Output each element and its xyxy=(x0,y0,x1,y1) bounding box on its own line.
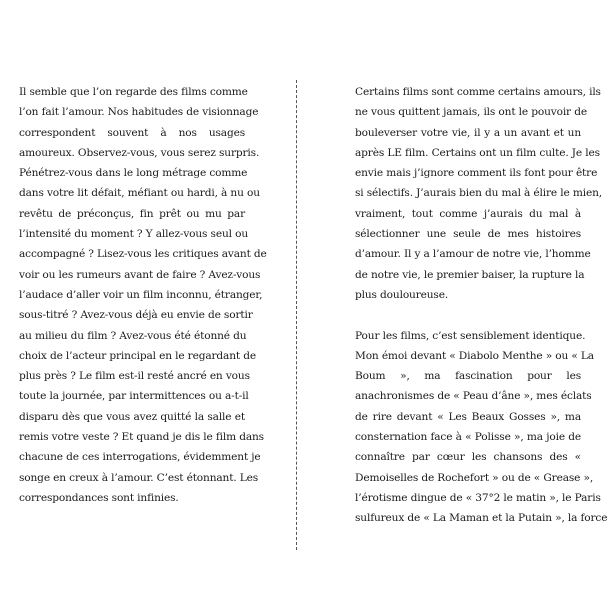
text-line: plus près ? Le film est-il resté ancré en vous xyxy=(19,370,250,383)
text-line: toute la journée, par intermittences ou a-t-il xyxy=(19,390,249,403)
text-line: au milieu du film ? Avez-vous été étonné du xyxy=(19,329,247,342)
paragraph xyxy=(355,326,607,529)
text-line: songe en creux à l’amour. C’est étonnant. Les xyxy=(19,471,259,484)
paragraph xyxy=(19,82,267,508)
text-line: consternation face à « Polisse », ma joie de xyxy=(355,431,581,444)
text-line: chacune de ces interrogations, évidemment je xyxy=(19,451,261,464)
text-line: anachronismes de « Peau d’âne », mes éclats xyxy=(355,390,592,403)
text-line: de rire devant « Les Beaux Gosses », ma xyxy=(355,410,581,423)
text-line: envie mais j’ignore comment ils font pour être xyxy=(355,167,598,180)
right-text-column xyxy=(355,82,607,529)
text-line: Mon émoi devant « Diabolo Menthe » ou « La xyxy=(355,349,594,362)
paragraph xyxy=(355,82,602,305)
text-line: revêtu de préconçus, fin prêt ou mu par xyxy=(19,207,245,220)
text-line: vraiment, tout comme j’aurais du mal à xyxy=(355,207,581,220)
text-line: sous-titré ? Avez-vous déjà eu envie de sortir xyxy=(19,309,253,322)
text-line: sulfureux de « La Maman et la Putain », la force xyxy=(355,512,607,525)
text-line: plus douloureuse. xyxy=(355,288,449,301)
text-line: Certains films sont comme certains amours, ils xyxy=(355,86,601,98)
text-line: ne vous quittent jamais, ils ont le pouvoir de xyxy=(355,106,587,119)
text-line: de notre vie, le premier baiser, la rupture la xyxy=(355,268,585,281)
text-line: voir ou les rumeurs avant de faire ? Avez-vous xyxy=(19,268,261,281)
text-line: amoureux. Observez-vous, vous serez surpris. xyxy=(19,146,260,159)
text-line: l’audace d’aller voir un film inconnu, étranger, xyxy=(19,288,263,301)
paragraph-gap xyxy=(355,305,581,325)
text-line: remis votre veste ? Et quand je dis le film dans xyxy=(19,431,264,444)
text-line: Pénétrez-vous dans le long métrage comme xyxy=(19,167,248,180)
text-line: sélectionner une seule de mes histoires xyxy=(355,228,581,241)
text-line: si sélectifs. J’aurais bien du mal à élire le mien, xyxy=(355,187,602,200)
text-line: l’érotisme dingue de « 37°2 le matin », le Paris xyxy=(355,491,601,504)
text-line: bouleverser votre vie, il y a un avant et un xyxy=(355,126,581,139)
text-line: choix de l’acteur principal en le regardant de xyxy=(19,349,256,362)
text-line: d’amour. Il y a l’amour de notre vie, l’homme xyxy=(355,248,591,261)
text-line: accompagné ? Lisez-vous les critiques avant de xyxy=(19,248,267,261)
text-line: l’intensité du moment ? Y allez-vous seul ou xyxy=(19,228,248,241)
text-line: dans votre lit défait, méfiant ou hardi, à nu ou xyxy=(19,187,260,200)
left-text-column xyxy=(19,82,267,508)
text-line: Il semble que l’on regarde des films comme xyxy=(19,86,248,98)
text-line: Demoiselles de Rochefort » ou de « Grease », xyxy=(355,471,594,484)
text-line: Boum », ma fascination pour les xyxy=(355,370,581,383)
text-line: Pour les films, c’est sensiblement identique. xyxy=(355,329,586,342)
text-line: connaître par cœur les chansons des « xyxy=(355,451,581,464)
text-line: disparu dès que vous avez quitté la salle et xyxy=(19,410,245,423)
text-line: l’on fait l’amour. Nos habitudes de visionnage xyxy=(19,106,259,119)
text-line: correspondent souvent à nos usages xyxy=(19,126,245,139)
text-line: correspondances sont infinies. xyxy=(19,491,179,504)
dashed-column-divider xyxy=(296,80,297,550)
text-line: après LE film. Certains ont un film culte. Je les xyxy=(355,146,600,159)
